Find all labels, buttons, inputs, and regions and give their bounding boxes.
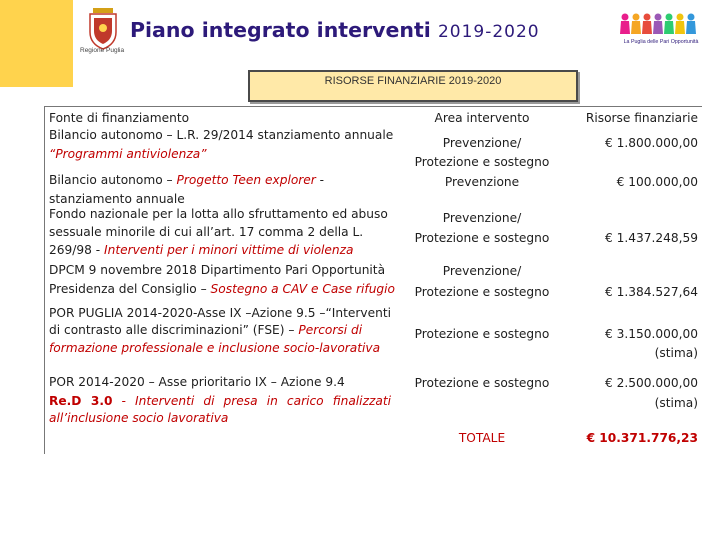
row5-area: Protezione e sostegno <box>414 327 550 341</box>
row5-source-line3: formazione professionale e inclusione socio-lavorativa <box>49 341 381 355</box>
row1-source-line1: Bilancio autonomo – L.R. 29/2014 stanziamento annuale <box>49 128 394 142</box>
row3-source-text-b: Interventi per i minori vittime di violenza <box>104 243 354 257</box>
row6-source-line2 <box>49 394 391 410</box>
row6-area: Protezione e sostegno <box>414 376 550 390</box>
yellow-accent-bar <box>0 0 73 87</box>
row3-amount: € 1.437.248,59 <box>604 231 698 245</box>
left-logo-caption: Regione Puglia <box>80 47 125 54</box>
row5-source-text-b: Percorsi di <box>298 323 363 337</box>
column-header-area: Area intervento <box>434 111 530 125</box>
row5-amount-note: (stima) <box>654 346 698 360</box>
pari-opportunita-logo <box>617 9 705 49</box>
row1-area-line1: Prevenzione/ <box>442 136 522 150</box>
row5-source-text-a: di contrasto alle discriminazioni” (FSE) – <box>49 323 299 337</box>
row6-source-line3: all’inclusione socio lavorativa <box>49 411 229 425</box>
row1-source-line2: “Programmi antiviolenza” <box>49 147 207 161</box>
row4-amount: € 1.384.527,64 <box>604 285 698 299</box>
row2-source-text-b: Progetto Teen explorer <box>176 173 316 187</box>
row6-source-line1: POR 2014-2020 – Asse prioritario IX – Azione 9.4 <box>49 375 345 389</box>
row2-source-line1 <box>49 173 324 189</box>
section-title-box <box>248 70 578 102</box>
row6-source-text-b: - Interventi di presa in carico finalizzati <box>112 394 391 408</box>
row6-amount: € 2.500.000,00 <box>604 376 698 390</box>
row4-source-text-b: Sostegno a CAV e Case rifugio <box>210 282 396 296</box>
row3-source-text-a: 269/98 - <box>49 243 105 257</box>
row5-amount: € 3.150.000,00 <box>604 327 698 341</box>
row2-amount: € 100.000,00 <box>616 175 698 189</box>
row5-source-line2 <box>49 323 362 339</box>
column-header-resources: Risorse finanziarie <box>585 111 698 125</box>
row3-source-line1: Fondo nazionale per la lotta allo sfruttamento ed abuso <box>49 207 388 221</box>
row2-source-text-a: Bilancio autonomo – <box>49 173 177 187</box>
right-logo-caption: La Puglia delle Pari Opportunità <box>623 39 699 45</box>
row5-source-line1: POR PUGLIA 2014-2020-Asse IX –Azione 9.5 –“Interventi <box>49 306 392 320</box>
row2-source-text-c: - <box>315 173 325 187</box>
page-title-text: Piano integrato interventi <box>130 18 431 42</box>
page-title-year: 2019-2020 <box>437 22 540 42</box>
row4-source-text-a: Presidenza del Consiglio – <box>49 282 211 296</box>
row3-source-line2: sessuale minorile di cui all’art. 17 comma 2 della L. <box>49 225 364 239</box>
row2-area: Prevenzione <box>444 175 520 189</box>
row4-source-line2 <box>49 282 395 298</box>
row6-amount-note: (stima) <box>654 396 698 410</box>
row3-source-line3 <box>49 243 354 259</box>
row4-area-line1: Prevenzione/ <box>442 264 522 278</box>
section-title: RISORSE FINANZIARIE 2019-2020 <box>324 75 502 87</box>
row4-source-line1: DPCM 9 novembre 2018 Dipartimento Pari Opportunità <box>49 263 386 277</box>
row6-source-text-a: Re.D 3.0 <box>49 394 113 408</box>
row1-amount: € 1.800.000,00 <box>604 136 698 150</box>
column-header-source: Fonte di finanziamento <box>49 111 190 125</box>
page-title <box>130 18 540 42</box>
row3-area-line2: Protezione e sostegno <box>414 231 550 245</box>
row3-area-line1: Prevenzione/ <box>442 211 522 225</box>
row2-source-line2: stanziamento annuale <box>49 192 185 206</box>
total-label: TOTALE <box>458 431 506 445</box>
total-amount: € 10.371.776,23 <box>586 431 698 445</box>
row4-area-line2: Protezione e sostegno <box>414 285 550 299</box>
row1-area-line2: Protezione e sostegno <box>414 155 550 169</box>
